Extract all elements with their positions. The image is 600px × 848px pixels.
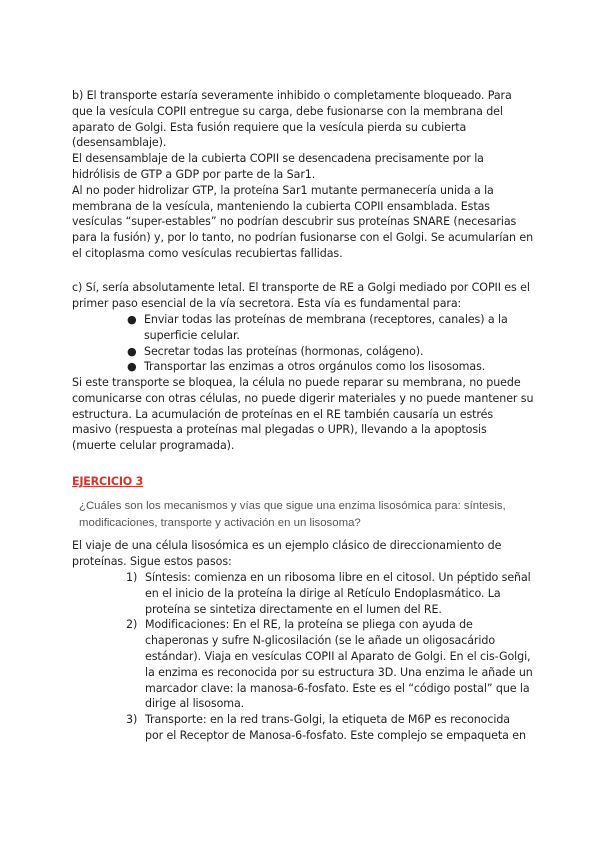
section-b-line: b) El transporte estaría severamente inhibido o completamente bloqueado. Para <box>72 89 512 102</box>
section-b-line: que la vesícula COPII entregue su carga, debe fusionarse con la membrana del <box>72 104 503 118</box>
step-number: 1) <box>126 571 138 584</box>
step-text: proteína se sintetiza directamente en el lumen del RE. <box>145 602 442 616</box>
section-c-line: estructura. La acumulación de proteínas en el RE también causaría un estrés <box>72 407 494 421</box>
step-number: 2) <box>126 618 138 632</box>
question-line: ¿Cuáles son los mecanismos y vías que sigue una enzima lisosómica para: síntesis, <box>79 500 506 512</box>
section-c-line: (muerte celular programada). <box>72 439 235 453</box>
step-text: marcador clave: la manosa-6-fosfato. Este es el “código postal” que la <box>145 681 530 695</box>
bullet-item <box>72 359 532 375</box>
step-text: Transporte: en la red trans-Golgi, la etiqueta de M6P es reconocida <box>145 713 510 727</box>
steps-list <box>72 570 552 744</box>
section-b-line: el citoplasma como vesículas recubiertas fallidas. <box>72 246 343 260</box>
bullet-dot-icon: ● <box>127 344 137 358</box>
step-item <box>72 570 552 617</box>
section-c-intro <box>72 280 532 312</box>
section-c-line: comunicarse con otras células, no puede digerir materiales y no puede mantener su <box>72 391 534 405</box>
bullet-list <box>72 312 532 375</box>
intro-line: El viaje de una célula lisosómica es un ejemplo clásico de direccionamiento de <box>72 539 502 552</box>
section-b-line: vesículas “super-estables” no podrían descubrir sus proteínas SNARE (necesarias <box>72 215 517 229</box>
section-c-line: primer paso esencial de la vía secretora. Esta vía es fundamental para: <box>72 296 462 310</box>
exercise-question <box>79 498 539 531</box>
bullet-dot-icon: ● <box>127 313 137 326</box>
section-b-line: El desensamblaje de la cubierta COPII se desencadena precisamente por la <box>72 152 484 166</box>
bullet-item <box>72 312 532 344</box>
exercise-intro <box>72 538 532 570</box>
bullet-text: Enviar todas las proteínas de membrana (receptores, canales) a la <box>144 313 508 326</box>
step-text: estándar). Viaja en vesículas COPII al Aparato de Golgi. En el cis-Golgi, <box>145 649 531 663</box>
section-c-closing <box>72 375 532 454</box>
bullet-text: Transportar las enzimas a otros orgánulos como los lisosomas. <box>144 360 486 374</box>
section-b-line: Al no poder hidrolizar GTP, la proteína Sar1 mutante permanecería unida a la <box>72 183 494 197</box>
step-text: en el inicio de la proteína la dirige al Retículo Endoplasmático. La <box>145 586 501 600</box>
section-b-line: aparato de Golgi. Esta fusión requiere que la vesícula pierda su cubierta <box>72 120 467 134</box>
step-text: por el Receptor de Manosa-6-fosfato. Este complejo se empaqueta en <box>145 728 526 742</box>
section-c-line: Si este transporte se bloquea, la célula no puede reparar su membrana, no puede <box>72 376 521 389</box>
section-c-line: c) Sí, sería absolutamente letal. El transporte de RE a Golgi mediado por COPII es el <box>72 281 530 294</box>
section-b <box>72 88 532 262</box>
bullet-text: Secretar todas las proteínas (hormonas, colágeno). <box>144 344 424 358</box>
step-text: la enzima es reconocida por su estructura 3D. Una enzima le añade un <box>145 665 533 679</box>
section-b-line: para la fusión) y, por lo tanto, no podrían fusionarse con el Golgi. Se acumularían en <box>72 231 534 245</box>
section-b-line: hidrólisis de GTP a GDP por parte de la Sar1. <box>72 167 316 181</box>
step-text: Modificaciones: En el RE, la proteína se pliega con ayuda de <box>145 618 473 632</box>
bullet-text: superficie celular. <box>144 328 240 342</box>
step-number: 3) <box>126 713 138 727</box>
step-text: dirige al lisosoma. <box>145 697 245 711</box>
step-text: chaperonas y sufre N-glicosilación (se le añade un oligosacárido <box>145 634 496 648</box>
exercise-heading: EJERCICIO 3 <box>72 475 144 488</box>
step-item <box>72 712 552 744</box>
section-c-line: masivo (respuesta a proteínas mal plegadas o UPR), llevando a la apoptosis <box>72 423 487 437</box>
intro-line: proteínas. Sigue estos pasos: <box>72 554 232 568</box>
step-item <box>72 617 552 712</box>
step-text: Síntesis: comienza en un ribosoma libre en el citosol. Un péptido señal <box>145 571 531 584</box>
section-b-line: (desensamblaje). <box>72 136 167 150</box>
question-line: modificaciones, transporte y activación en un lisosoma? <box>79 516 361 529</box>
bullet-dot-icon: ● <box>127 360 137 374</box>
bullet-item <box>72 344 532 360</box>
section-b-line: membrana de la vesícula, manteniendo la cubierta COPII ensamblada. Estas <box>72 199 490 213</box>
